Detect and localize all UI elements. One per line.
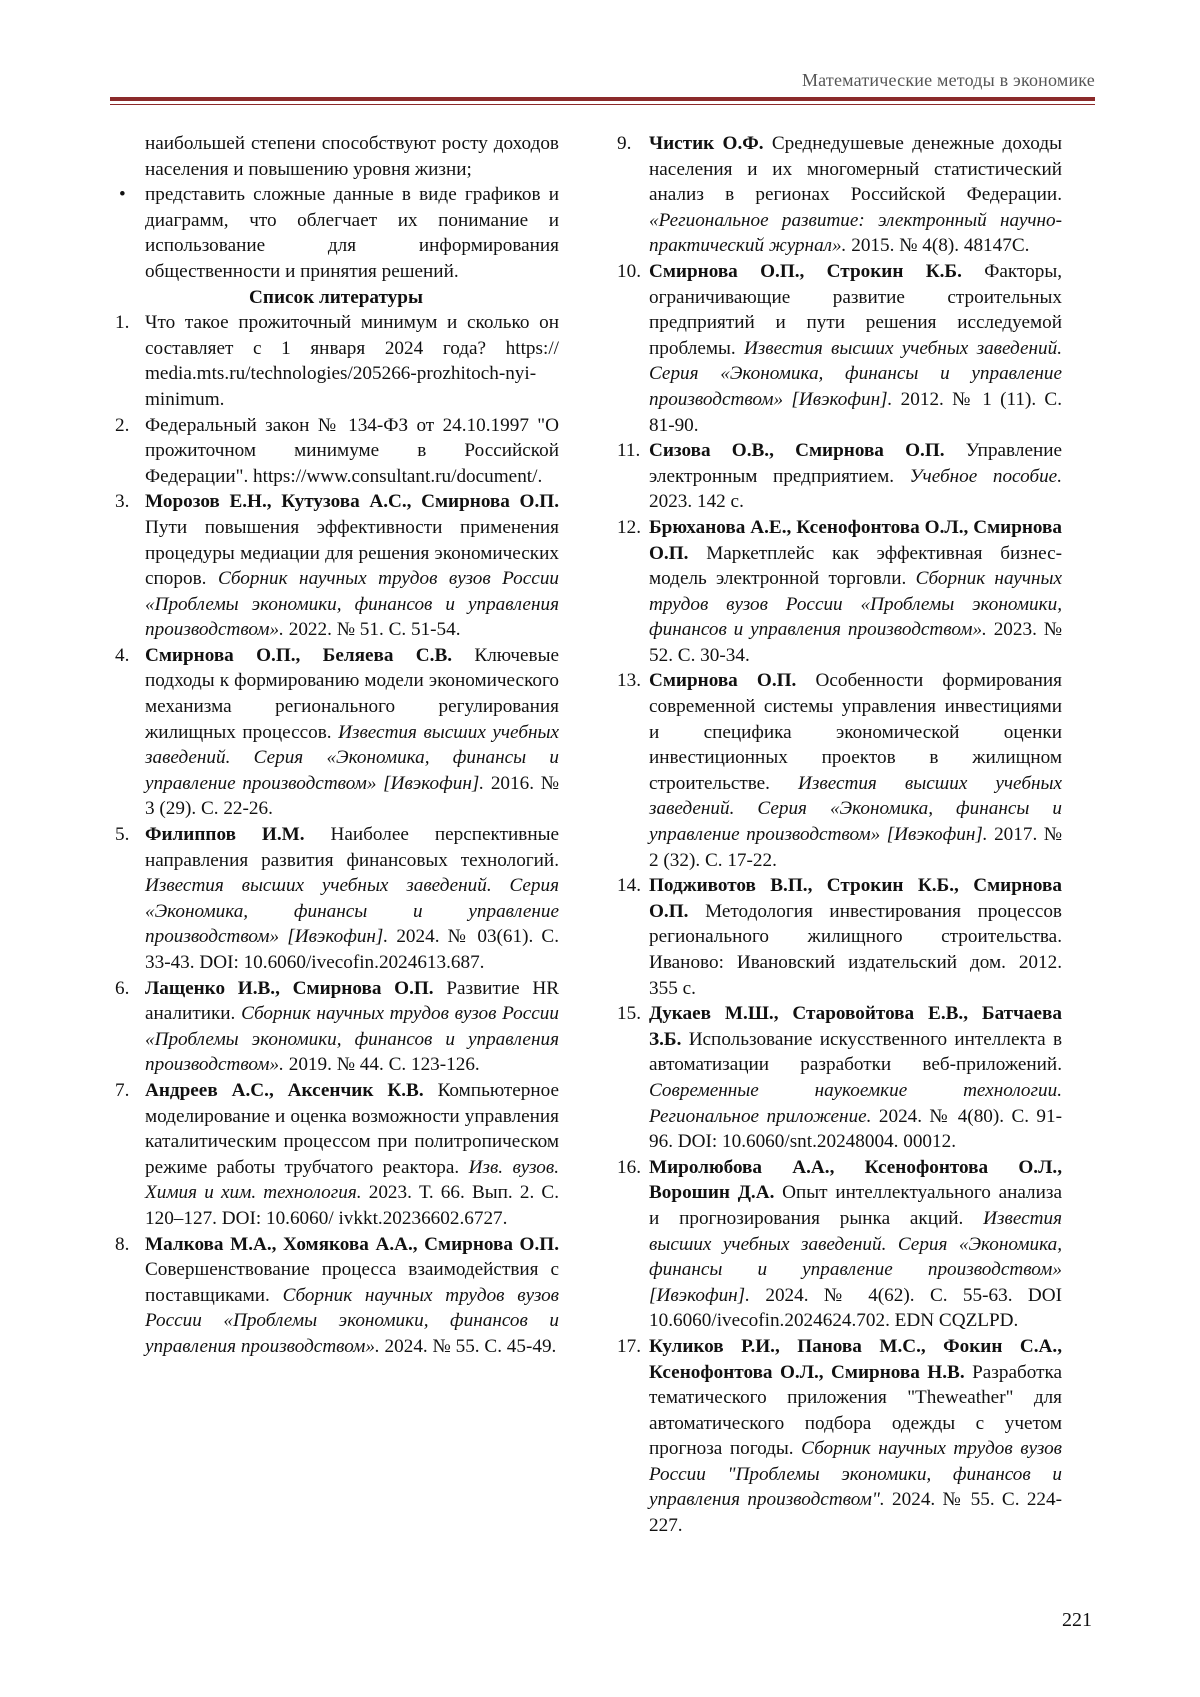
reference-number: 5.	[115, 824, 130, 846]
reference-imprint: 2016. № 3 (29). С. 22-26.	[145, 772, 559, 820]
reference-title: Особенности формирования современной системы управления инвестициями и специфика экономической оценки инвестиционных проектов в жилищном строительстве.	[649, 670, 1062, 794]
reference-authors: Куликов Р.И., Панова М.С., Фокин С.А., Ксенофонтова О.Л., Смирнова Н.В.	[649, 1335, 1062, 1383]
reference-item	[617, 1155, 1062, 1334]
reference-imprint: 2023. 142 с.	[649, 491, 744, 513]
reference-text	[649, 670, 1062, 870]
reference-source: Известия высших учебных заведений. Серия «Экономика, финансы и управление производством» [Ивэкофин].	[649, 772, 1062, 846]
reference-title: Опыт интеллектуального анализа и прогнозирования рынка акций.	[649, 1182, 1062, 1229]
left-column	[113, 131, 559, 1360]
reference-text	[649, 517, 1062, 666]
header-rule-thin	[110, 104, 1095, 105]
reference-text	[145, 415, 559, 487]
reference-imprint: 2012. № 1 (11). С. 81-90.	[649, 388, 1063, 436]
reference-source: Известия высших учебных заведений. Серия «Экономика, финансы и управление производством» [Ивэкофин].	[145, 721, 560, 794]
reference-source: Известия высших учебных заведений. Серия «Экономика, финансы и управление производством» [Ивэкофин].	[649, 1207, 1062, 1306]
references-list-left	[113, 310, 559, 1359]
reference-title: Факторы, ограничивающие развитие строительных предприятий и пути решения исследуемой проблемы.	[649, 260, 1063, 359]
reference-number: 11.	[617, 440, 641, 462]
reference-item	[617, 873, 1062, 1001]
reference-item	[617, 668, 1062, 873]
reference-number: 1.	[115, 312, 130, 334]
reference-authors: Малкова М.А., Хомякова А.А., Смирнова О.П.	[145, 1233, 559, 1255]
reference-source: Сборник научных трудов вузов России «Проблемы экономики, финансов и управления производством».	[145, 1003, 559, 1076]
reference-title: Разработка тематического приложения "Theweather" для автоматического подбора одежды с учетом прогноза погоды.	[649, 1361, 1063, 1460]
reference-authors: Морозов Е.Н., Кутузова А.С., Смирнова О.П.	[145, 491, 559, 513]
reference-authors: Смирнова О.П., Беляева С.В.	[145, 644, 453, 666]
reference-authors: Подживотов В.П., Строкин К.Б., Смирнова О.П.	[649, 875, 1062, 922]
reference-authors: Смирнова О.П., Строкин К.Б.	[649, 260, 962, 282]
reference-number: 8.	[115, 1233, 130, 1255]
reference-item	[617, 515, 1062, 669]
reference-text	[649, 1157, 1062, 1332]
reference-imprint: 2024. № 03(61). С. 33-43. DOI: 10.6060/ivecofin.2024613.687.	[145, 926, 560, 973]
reference-item	[113, 1232, 559, 1360]
reference-source: Учебное пособие.	[909, 465, 1062, 487]
reference-text	[145, 978, 559, 1076]
continued-text: наибольшей степени способствуют росту доходов населения и повышению уровня жизни;	[145, 133, 559, 180]
reference-number: 4.	[115, 644, 130, 666]
reference-text	[649, 1003, 1062, 1152]
reference-title: Совершенствование процесса взаимодействия с поставщиками.	[145, 1259, 559, 1306]
reference-item	[113, 822, 559, 976]
reference-item	[617, 1001, 1062, 1155]
reference-number: 6.	[115, 977, 130, 999]
reference-title: Наиболее перспективные направления развития финансовых технологий.	[145, 824, 559, 871]
reference-title: Федеральный закон № 134-ФЗ от 24.10.1997 "О прожиточном минимуме в Российской Федерации". https://www.consultant.ru/document/.	[145, 414, 559, 487]
reference-number: 16.	[617, 1156, 641, 1178]
reference-source: Известия высших учебных заведений. Серия «Экономика, финансы и управление производством» [Ивэкофин].	[145, 875, 559, 948]
reference-authors: Андреев А.С., Аксенчик К.В.	[145, 1079, 424, 1101]
reference-authors: Брюханова А.Е., Ксенофонтова О.Л., Смирнова О.П.	[649, 516, 1062, 564]
reference-item	[113, 1078, 559, 1232]
reference-number: 2.	[115, 414, 130, 436]
reference-item	[113, 413, 559, 490]
bullet-icon: •	[119, 184, 126, 206]
reference-title: Среднедушевые денежные доходы населения и их многомерный статистический анализ в регионах Российской Федерации.	[649, 133, 1062, 206]
reference-source: Сборник научных трудов вузов России «Проблемы экономики, финансов и управления производством».	[145, 568, 560, 641]
reference-item	[113, 643, 559, 822]
reference-item	[113, 489, 559, 643]
reference-text	[649, 261, 1062, 436]
reference-text	[649, 440, 1062, 512]
reference-title: Развитие HR аналитики.	[145, 977, 559, 1025]
reference-imprint: 2023. № 52. С. 30-34.	[649, 619, 1063, 666]
reference-title: Пути повышения эффективности применения процедуры медиации для решения экономических споров.	[145, 516, 559, 590]
reference-source: Изв. вузов. Химия и хим. технология.	[145, 1156, 560, 1204]
reference-imprint: 2024. № 4(62). С. 55-63. DOI 10.6060/ivecofin.2024624.702. EDN CQZLPD.	[649, 1284, 1062, 1332]
reference-source: Сборник научных трудов вузов России «Проблемы экономики, финансов и управления производством».	[145, 1284, 559, 1357]
bullet-text: представить сложные данные в виде графиков и диаграмм, что облегчает их понимание и использование для информирования общественности и принятия решений.	[145, 184, 559, 282]
reference-authors: Филиппов И.М.	[145, 824, 305, 846]
reference-authors: Сизова О.В., Смирнова О.П.	[649, 440, 945, 462]
reference-item	[617, 131, 1062, 259]
reference-title: Компьютерное моделирование и оценка возможности управления каталитическим процессом при политропическом режиме работы трубчатого реактора.	[145, 1079, 560, 1178]
reference-imprint: 2022. № 51. С. 51-54.	[288, 619, 461, 641]
header-rule-thick	[110, 97, 1095, 101]
reference-text	[145, 645, 559, 820]
reference-item	[617, 259, 1062, 438]
reference-imprint: 2024. № 55. С. 224-227.	[649, 1489, 1063, 1537]
references-heading: Список литературы	[249, 286, 423, 308]
reference-item	[617, 438, 1062, 515]
reference-text	[649, 1336, 1062, 1536]
reference-text	[145, 1234, 559, 1357]
journal-section-title: Математические методы в экономике	[801, 70, 1095, 90]
reference-authors: Дукаев М.Ш., Старовойтова Е.В., Батчаева З.Б.	[649, 1003, 1062, 1050]
references-list-right	[617, 131, 1062, 1539]
reference-imprint: 2023. Т. 66. Вып. 2. С. 120–127. DOI: 10.6060/ ivkkt.20236602.6727.	[145, 1182, 559, 1229]
reference-number: 10.	[617, 260, 641, 282]
reference-imprint: 2024. № 55. С. 45-49.	[384, 1335, 557, 1357]
reference-authors: Чистик О.Ф.	[649, 133, 764, 154]
reference-item	[113, 310, 559, 412]
reference-authors: Смирнова О.П.	[649, 670, 797, 692]
right-column	[617, 131, 1062, 1539]
reference-number: 15.	[617, 1003, 641, 1025]
reference-title: Использование искусственного интеллекта в автоматизации разработки веб-приложений.	[649, 1028, 1062, 1076]
reference-title: Ключевые подходы к формированию модели экономического механизма регионального регулирования жилищных процессов.	[145, 644, 560, 743]
page-number: 221	[1062, 1609, 1092, 1631]
reference-item	[617, 1334, 1062, 1539]
bullet-item	[113, 182, 559, 284]
reference-number: 14.	[617, 875, 641, 897]
reference-title: Что такое прожиточный минимум и сколько он составляет с 1 января 2024 года? https:// media.mts.ru/technologies/205266-prozhitoch-nyi-minimum.	[145, 312, 559, 410]
reference-imprint: 2017. № 2 (32). С. 17-22.	[649, 824, 1062, 871]
reference-source: Сборник научных трудов вузов России «Проблемы экономики, финансов и управления производством».	[649, 568, 1062, 641]
running-header	[110, 70, 1095, 110]
reference-imprint: 2024. № 4(80). С. 91-96. DOI: 10.6060/snt.20248004. 00012.	[649, 1105, 1063, 1153]
reference-title: Методология инвестирования процессов регионального жилищного строительства. Иваново: Ивановский издательский дом. 2012. 355 с.	[649, 900, 1062, 999]
reference-text	[145, 824, 559, 973]
reference-imprint: 2019. № 44. С. 123-126.	[288, 1054, 480, 1076]
reference-number: 13.	[617, 670, 641, 692]
reference-source: Современные наукоемкие технологии. Региональное приложение.	[649, 1079, 1062, 1127]
reference-number: 7.	[115, 1079, 130, 1101]
reference-number: 17.	[617, 1335, 641, 1357]
reference-item	[113, 976, 559, 1078]
reference-text	[145, 491, 559, 640]
reference-text	[145, 1080, 559, 1229]
reference-number: 9.	[617, 133, 632, 154]
reference-authors: Миролюбова А.А., Ксенофонтова О.Л., Ворошин Д.А.	[649, 1156, 1062, 1204]
reference-number: 12.	[617, 516, 641, 538]
reference-authors: Лащенко И.В., Смирнова О.П.	[145, 977, 434, 999]
reference-text	[649, 875, 1062, 998]
reference-text	[649, 133, 1062, 256]
reference-source: Сборник научных трудов вузов России "Проблемы экономики, финансов и управления производством".	[649, 1438, 1063, 1511]
reference-source: «Региональное развитие: электронный научно-практический журнал».	[649, 209, 1062, 257]
reference-text	[145, 312, 559, 410]
reference-imprint: 2015. № 4(8). 48147С.	[851, 235, 1030, 257]
reference-number: 3.	[115, 491, 130, 513]
reference-title: Маркетплейс как эффективная бизнес-модель электронной торговли.	[649, 542, 1062, 590]
reference-title: Управление электронным предприятием.	[649, 440, 1063, 487]
reference-source: Известия высших учебных заведений. Серия «Экономика, финансы и управление производством» [Ивэкофин].	[649, 337, 1062, 410]
